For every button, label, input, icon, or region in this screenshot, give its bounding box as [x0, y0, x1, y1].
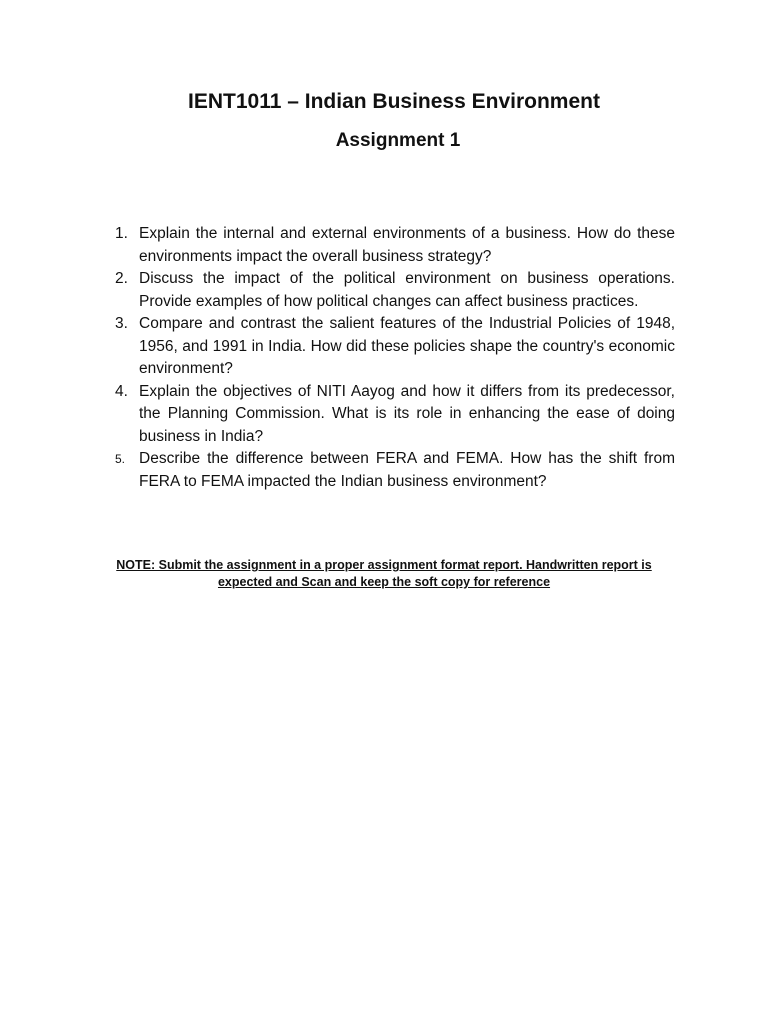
question-number: 3. — [115, 315, 128, 332]
question-item — [115, 448, 675, 493]
question-item — [115, 381, 675, 449]
question-text: Explain the objectives of NITI Aayog and how it differs from its predecessor, the Planning Commission. What is its role in enhancing the ease of doing business in India? — [139, 382, 675, 445]
question-text: Describe the difference between FERA and FEMA. How has the shift from FERA to FEMA impacted the Indian business environment? — [139, 450, 675, 490]
document-title: IENT1011 – Indian Business Environment — [188, 90, 600, 113]
question-text: Explain the internal and external environments of a business. How do these environments impact the overall business strategy? — [139, 225, 675, 265]
submission-note: NOTE: Submit the assignment in a proper assignment format report. Handwritten report is expected and Scan and keep the soft copy for reference — [116, 558, 652, 589]
question-item — [115, 268, 675, 313]
question-text: Discuss the impact of the political environment on business operations. Provide examples of how political changes can affect business practices. — [139, 270, 675, 310]
question-number: 4. — [115, 382, 128, 400]
question-number: 1. — [115, 225, 128, 242]
question-list — [115, 223, 675, 493]
question-item — [115, 313, 675, 381]
question-number: 2. — [115, 270, 128, 287]
question-text: Compare and contrast the salient features of the Industrial Policies of 1948, 1956, and 1991 in India. How did these policies shape the country's economic environment? — [139, 315, 675, 377]
assignment-subtitle: Assignment 1 — [335, 130, 461, 151]
question-number: 5. — [115, 452, 126, 466]
question-item — [115, 223, 675, 268]
